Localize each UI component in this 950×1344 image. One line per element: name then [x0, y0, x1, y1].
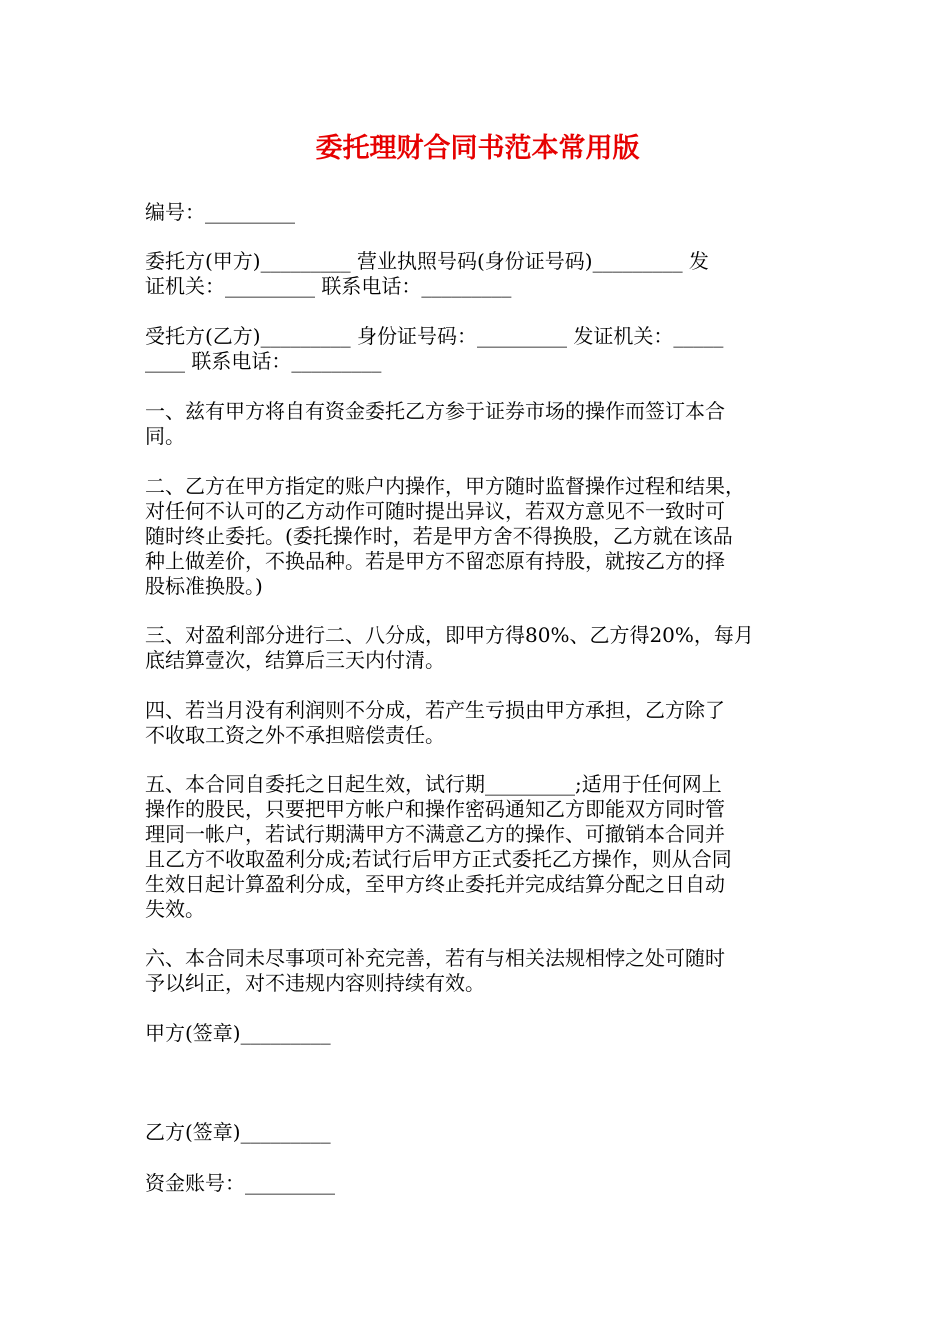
- party-b-signature: 乙方(签章)_________: [145, 1120, 331, 1144]
- clause-1: 一、兹有甲方将自有资金委托乙方参于证券市场的操作而签订本合 同。: [145, 399, 725, 448]
- party-a-info: 委托方(甲方)_________ 营业执照号码(身份证号码)_________ 发 证机关：_________ 联系电话：_________: [145, 249, 709, 298]
- fund-account-line: 资金账号：_________: [145, 1171, 335, 1195]
- clause-2: 二、乙方在甲方指定的账户内操作，甲方随时监督操作过程和结果， 对任何不认可的乙方动作可随时提出异议，若双方意见不一致时可 随时终止委托。(委托操作时，若是甲方舍不得换股，乙方就在该品 种上做差价，不换品种。若是甲方不留恋原有持股，就按乙方的择 股标准换股。): [145, 474, 745, 598]
- party-a-signature: 甲方(签章)_________: [145, 1021, 331, 1045]
- clause-4: 四、若当月没有利润则不分成，若产生亏损由甲方承担，乙方除了 不收取工资之外不承担赔偿责任。: [145, 698, 725, 747]
- contract-number-line: 编号：_________: [145, 200, 295, 224]
- party-b-info: 受托方(乙方)_________ 身份证号码：_________ 发证机关：_____ ____ 联系电话：_________: [145, 324, 724, 373]
- document-title: 委托理财合同书范本常用版: [315, 133, 640, 164]
- clause-3: 三、对盈利部分进行二、八分成，即甲方得80%、乙方得20%，每月 底结算壹次，结算后三天内付清。: [145, 623, 754, 672]
- clause-5: 五、本合同自委托之日起生效，试行期_________;适用于任何网上 操作的股民，只要把甲方帐户和操作密码通知乙方即能双方同时管 理同一帐户，若试行期满甲方不满意乙方的操作、可撤销本合同并 且乙方不收取盈利分成;若试行后甲方正式委托乙方操作，则从合同 生效日起计算盈利分成，至甲方终止委托并完成结算分配之日自动 失效。: [145, 772, 732, 921]
- clause-6: 六、本合同未尽事项可补充完善，若有与相关法规相悖之处可随时 予以纠正，对不违规内容则持续有效。: [145, 946, 725, 995]
